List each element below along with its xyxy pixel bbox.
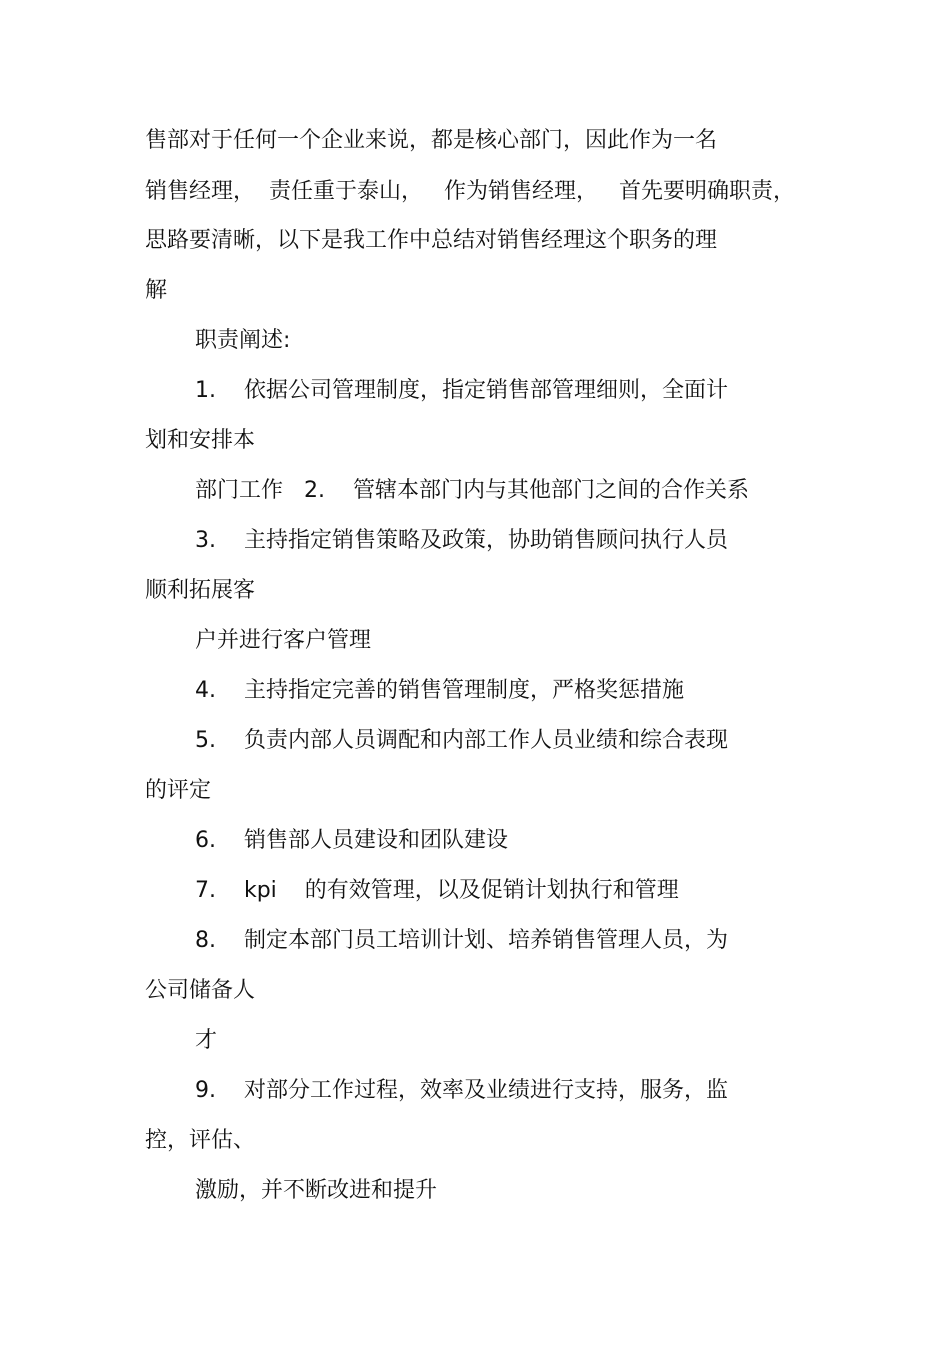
list-item-3: 3. 主持指定销售策略及政策，协助销售顾问执行人员 [195,528,728,553]
list-item-6: 6. 销售部人员建设和团队建设 [195,828,508,853]
list-item-1-cont: 划和安排本 [145,428,256,453]
list-item-5-cont: 的评定 [145,778,212,803]
list-item-8: 8. 制定本部门员工培训计划、培养销售管理人员，为 [195,928,728,953]
text-line-1: 售部对于任何一个企业来说，都是核心部门，因此作为一名 [145,128,718,153]
list-item-8-cont: 公司储备人 [145,978,256,1003]
list-item-5: 5. 负责内部人员调配和内部工作人员业绩和综合表现 [195,728,728,753]
list-item-9: 9. 对部分工作过程，效率及业绩进行支持，服务，监 [195,1078,728,1103]
list-item-9-cont2: 激励，并不断改进和提升 [195,1178,438,1203]
list-item-9-cont: 控，评估、 [145,1128,256,1153]
text-line-4: 解 [145,278,168,303]
text-line-3: 思路要清晰，以下是我工作中总结对销售经理这个职务的理 [145,228,718,253]
list-item-3-cont2: 户并进行客户管理 [195,628,372,653]
list-item-4: 4. 主持指定完善的销售管理制度，严格奖惩措施 [195,678,684,703]
section-heading: 职责阐述: [195,328,291,353]
text-line-2: 销售经理， 责任重于泰山， 作为销售经理， 首先要明确职责， [145,179,795,204]
list-item-1-2: 部门工作 2. 管辖本部门内与其他部门之间的合作关系 [195,478,749,503]
list-item-1: 1. 依据公司管理制度，指定销售部管理细则，全面计 [195,378,728,403]
list-item-8-cont2: 才 [195,1028,218,1053]
list-item-7: 7. kpi 的有效管理，以及促销计划执行和管理 [195,878,679,903]
list-item-3-cont: 顺利拓展客 [145,578,256,603]
